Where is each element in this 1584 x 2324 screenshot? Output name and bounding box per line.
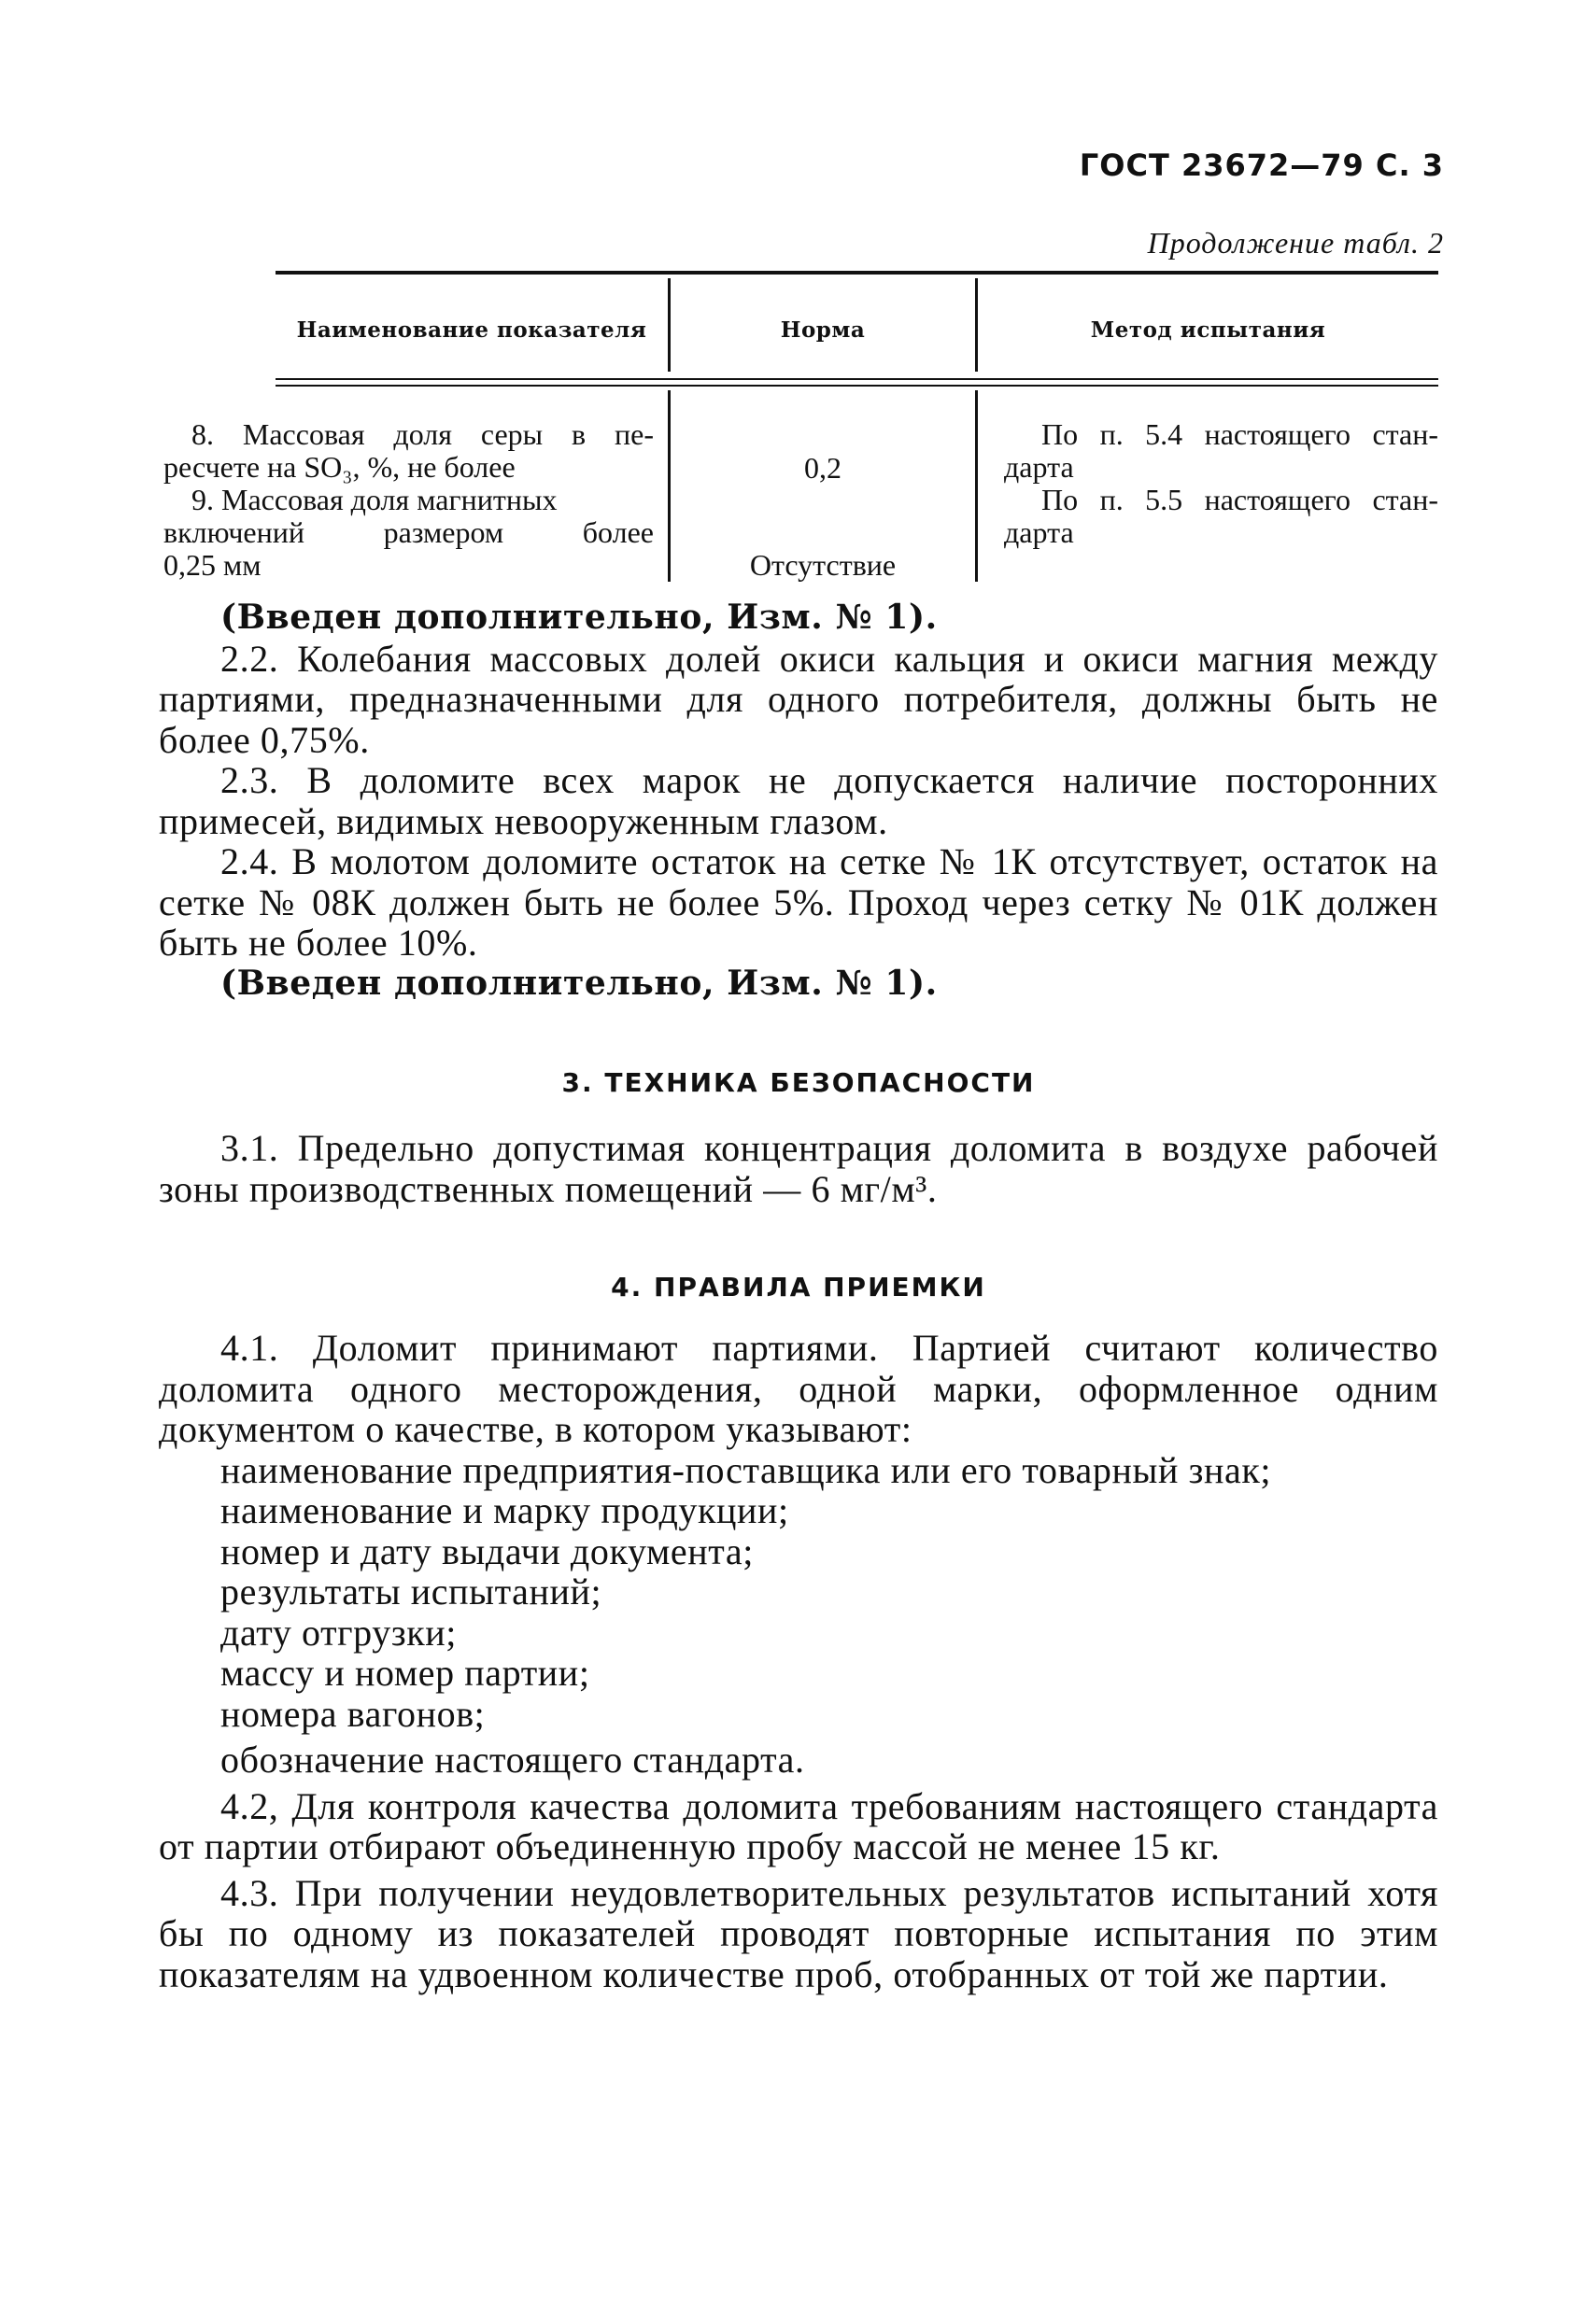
table-cell-line: По п. 5.5 настоящего стан- xyxy=(1041,483,1438,516)
list-item: номер и дату выдачи документа; xyxy=(220,1529,754,1572)
table-row-9-method xyxy=(1004,484,1438,549)
table-cell-line: 9. Массовая доля магнитных xyxy=(191,483,558,516)
list-item: номера вагонов; xyxy=(220,1692,486,1735)
table-row-8-name xyxy=(163,418,654,484)
table-cell-line: 0,25 мм xyxy=(163,548,262,582)
table-cell-line: ресчете на SO₃, %, не более xyxy=(163,450,516,484)
table-top-rule xyxy=(276,271,1438,275)
table-continuation-label: Продолжение табл. 2 xyxy=(1147,226,1444,260)
table-cell-line: дарта xyxy=(1004,515,1074,549)
clause-4-3: 4.3. При получении неудовлетворительных результатов испытаний хотя бы по одному из показателей проводят повторные испытания по этим показателям на удвоенном количестве проб, отобранных от той же партии. xyxy=(159,1871,1438,1995)
table-row-8-method xyxy=(1004,418,1438,484)
table-header-rule xyxy=(276,378,1438,380)
section-3-title: 3. ТЕХНИКА БЕЗОПАСНОСТИ xyxy=(561,1067,1036,1098)
clause-2-4: 2.4. В молотом доломите остаток на сетке № 1К отсутствует, остаток на сетке № 08К должен быть не более 5%. Проход через сетку № 01К должен быть не более 10%. xyxy=(159,840,1438,964)
section-4-title: 4. ПРАВИЛА ПРИЕМКИ xyxy=(611,1272,986,1303)
table-header-norm: Норма xyxy=(780,317,866,343)
standard-code: ГОСТ 23672—79 С. 3 xyxy=(1079,148,1444,183)
table-col-divider-2-body xyxy=(975,390,978,582)
table-header-rule-2 xyxy=(276,385,1438,387)
list-item: наименование и марку продукции; xyxy=(220,1489,789,1531)
table-cell-line: По п. 5.4 настоящего стан- xyxy=(1041,417,1438,451)
table-row-8-norm: 0,2 xyxy=(804,451,842,485)
clause-2-3: 2.3. В доломите всех марок не допускается наличие посторонних примесей, видимых невооруженным глазом. xyxy=(159,759,1438,842)
clause-4-1: 4.1. Доломит принимают партиями. Партией считают количество доломита одного месторождения, одной марки, оформленное одним документом о качестве, в котором указывают: xyxy=(159,1327,1438,1450)
table-header-name: Наименование показателя xyxy=(296,317,647,343)
table-row-9-norm: Отсутствие xyxy=(749,548,897,582)
section-3-text xyxy=(159,1128,1438,1209)
section-4-text xyxy=(159,1328,1438,1994)
table-header-method: Метод испытания xyxy=(1090,317,1326,343)
table-cell-line: дарта xyxy=(1004,450,1074,484)
amendment-note: (Введен дополнительно, Изм. № 1). xyxy=(220,963,938,1003)
list-item: дату отгрузки; xyxy=(220,1611,458,1654)
document-requisites-list xyxy=(159,1450,1438,1781)
list-item: результаты испытаний; xyxy=(220,1570,602,1613)
table-cell-line: включений размером более xyxy=(163,515,654,549)
clause-4-2: 4.2, Для контроля качества доломита требованиям настоящего стандарта от партии отбирают объединенную пробу массой не менее 15 кг. xyxy=(159,1784,1438,1867)
list-item: обозначение настоящего стандарта. xyxy=(220,1739,805,1781)
section-2-text xyxy=(159,598,1438,1004)
clause-3-1: 3.1. Предельно допустимая концентрация доломита в воздухе рабочей зоны производственных помещений — 6 мг/м³. xyxy=(159,1127,1438,1210)
list-item: наименование предприятия-поставщика или его товарный знак; xyxy=(220,1448,1272,1491)
table-row-9-name xyxy=(163,484,654,582)
table-cell-line: 8. Массовая доля серы в пе- xyxy=(191,417,654,451)
amendment-note: (Введен дополнительно, Изм. № 1). xyxy=(220,598,938,637)
clause-2-2: 2.2. Колебания массовых долей окиси кальция и окиси магния между партиями, предназначенными для одного потребителя, должны быть не более 0,75%. xyxy=(159,637,1438,761)
list-item: массу и номер партии; xyxy=(220,1652,590,1694)
